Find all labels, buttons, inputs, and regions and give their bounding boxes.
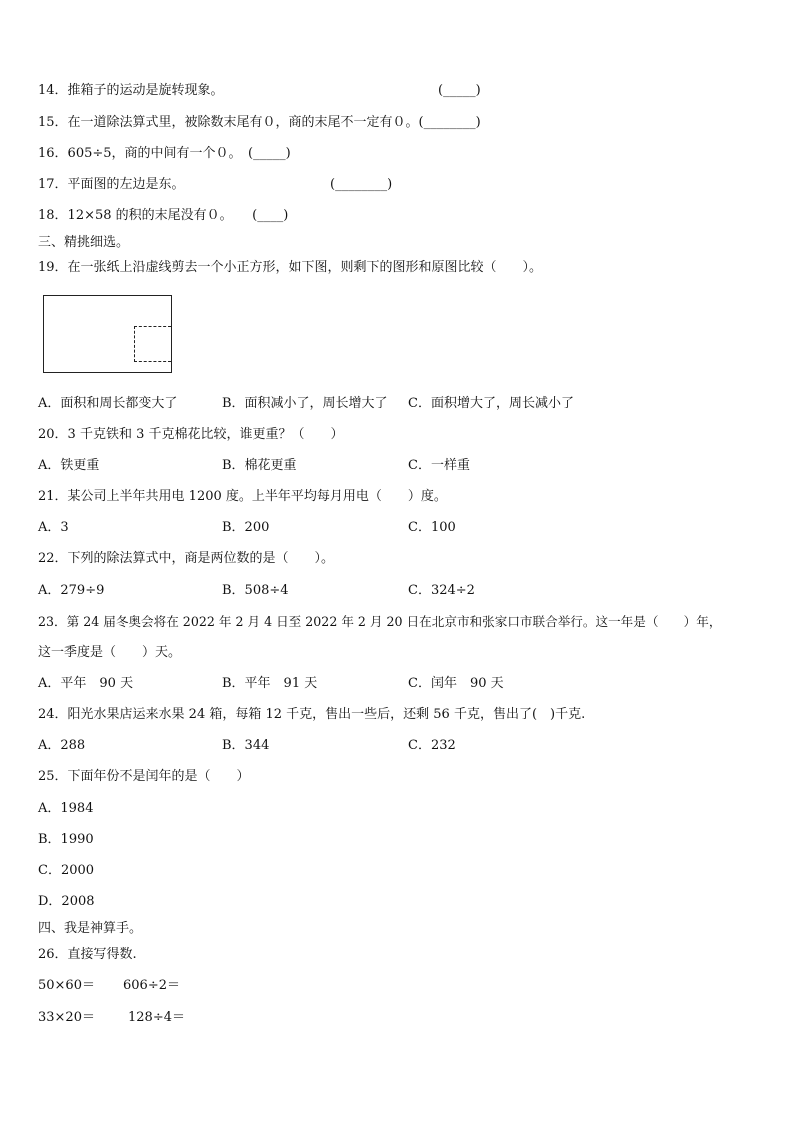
option-22-b[interactable]: B．508÷4 xyxy=(222,583,289,598)
question-17: 17．平面图的左边是东。 xyxy=(38,177,185,192)
option-19-a[interactable]: A．面积和周长都变大了 xyxy=(38,396,178,411)
section-4-heading: 四、我是神算手。 xyxy=(38,921,143,936)
question-24: 24．阳光水果店运来水果 24 箱，每箱 12 千克，售出一些后，还剩 56 千克，售出了( )千克. xyxy=(38,707,586,722)
option-22-c[interactable]: C．324÷2 xyxy=(408,583,475,598)
section-3-heading: 三、精挑细选。 xyxy=(38,235,130,250)
option-20-a[interactable]: A．铁更重 xyxy=(38,458,100,473)
dashed-square-cut xyxy=(134,326,171,362)
option-21-c[interactable]: C．100 xyxy=(408,520,456,535)
option-19-b[interactable]: B．面积减小了，周长增大了 xyxy=(222,396,388,411)
calc-item[interactable]: 128÷4＝ xyxy=(128,1010,185,1025)
question-22: 22．下列的除法算式中，商是两位数的是（ ）。 xyxy=(38,551,335,566)
question-19: 19．在一张纸上沿虚线剪去一个小正方形，如下图，则剩下的图形和原图比较（ ）。 xyxy=(38,260,543,275)
answer-blank-17[interactable]: (________) xyxy=(330,177,393,192)
calc-item[interactable]: 606÷2＝ xyxy=(123,978,180,993)
question-20: 20．3 千克铁和 3 千克棉花比较，谁更重？（ ） xyxy=(38,427,344,442)
option-25-b[interactable]: B．1990 xyxy=(38,832,94,847)
option-20-c[interactable]: C．一样重 xyxy=(408,458,470,473)
option-23-c[interactable]: C．闰年 90 天 xyxy=(408,676,504,691)
question-15: 15．在一道除法算式里，被除数末尾有０，商的末尾不一定有０。(________) xyxy=(38,115,481,130)
question-25: 25．下面年份不是闰年的是（ ） xyxy=(38,769,250,784)
option-25-d[interactable]: D．2008 xyxy=(38,894,95,909)
option-21-b[interactable]: B．200 xyxy=(222,520,270,535)
option-20-b[interactable]: B．棉花更重 xyxy=(222,458,297,473)
option-21-a[interactable]: A．3 xyxy=(38,520,69,535)
calc-item[interactable]: 50×60＝ xyxy=(38,978,95,993)
option-24-a[interactable]: A．288 xyxy=(38,738,86,753)
question-16: 16．605÷5，商的中间有一个０。 (_____) xyxy=(38,146,291,161)
option-24-b[interactable]: B．344 xyxy=(222,738,270,753)
question-23-line-1: 23．第 24 届冬奥会将在 2022 年 2 月 4 日至 2022 年 2 月 20 日在北京市和张家口市联合举行。这一年是（ ）年， xyxy=(38,614,722,629)
question-18: 18．12×58 的积的末尾没有０。 (____) xyxy=(38,208,289,223)
option-25-c[interactable]: C．2000 xyxy=(38,863,95,878)
option-23-b[interactable]: B．平年 91 天 xyxy=(222,676,318,691)
option-25-a[interactable]: A．1984 xyxy=(38,801,94,816)
answer-blank-14[interactable]: (_____) xyxy=(438,83,481,98)
question-26: 26．直接写得数. xyxy=(38,947,137,962)
option-23-a[interactable]: A．平年 90 天 xyxy=(38,676,134,691)
question-23-line-2: 这一季度是（ ）天。 xyxy=(38,645,182,660)
option-19-c[interactable]: C．面积增大了，周长减小了 xyxy=(408,396,574,411)
calc-item[interactable]: 33×20＝ xyxy=(38,1010,95,1025)
option-22-a[interactable]: A．279÷9 xyxy=(38,583,105,598)
question-14: 14．推箱子的运动是旋转现象。 xyxy=(38,83,224,98)
question-21: 21．某公司上半年共用电 1200 度。上半年平均每月用电（ ）度。 xyxy=(38,489,447,504)
rectangle-figure xyxy=(43,295,172,373)
option-24-c[interactable]: C．232 xyxy=(408,738,456,753)
